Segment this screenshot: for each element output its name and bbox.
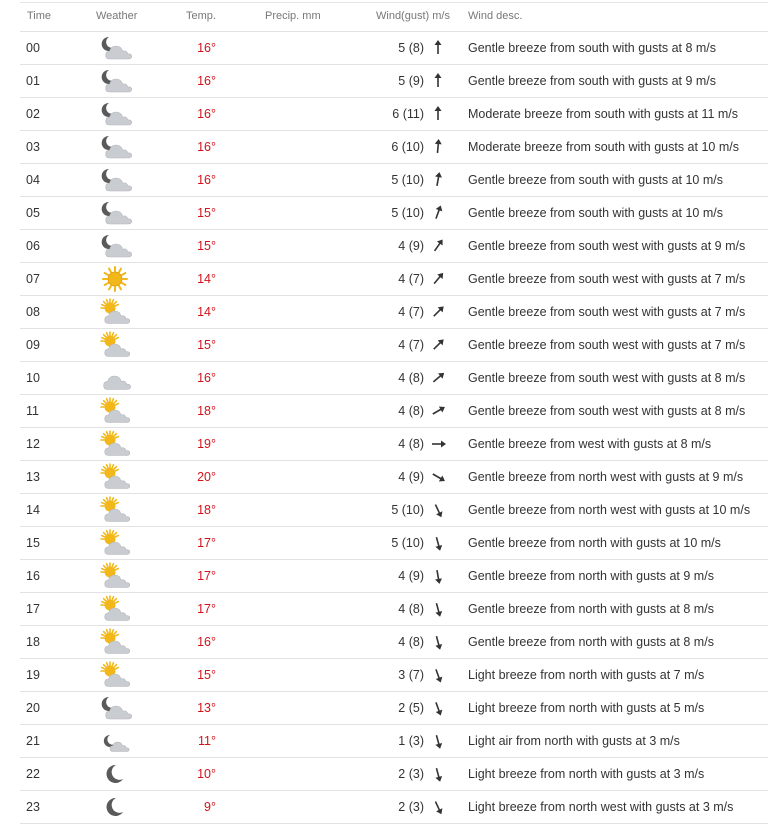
wind-direction-arrow-icon [430, 527, 446, 559]
precip-cell [270, 263, 330, 295]
wind-gust-cell: 5 (8) [398, 41, 424, 55]
table-row [20, 692, 768, 725]
partly-cloudy-icon [98, 329, 132, 361]
header-precip: Precip. mm [265, 10, 321, 22]
top-divider [20, 2, 768, 3]
wind-direction-arrow-icon [430, 362, 446, 394]
temperature-cell: 16° [197, 41, 216, 55]
precip-cell [270, 32, 330, 64]
wind-description-cell: Light breeze from north with gusts at 3 m/s [468, 767, 705, 781]
precip-cell [270, 164, 330, 196]
wind-description-cell: Light breeze from north with gusts at 5 m/s [468, 701, 705, 715]
table-body [20, 31, 768, 824]
wind-gust-cell: 4 (7) [398, 272, 424, 286]
temperature-cell: 17° [197, 536, 216, 550]
table-row [20, 659, 768, 692]
wind-gust-cell: 5 (10) [391, 536, 424, 550]
wind-description-cell: Gentle breeze from south west with gusts at 8 m/s [468, 371, 746, 385]
wind-direction-arrow-icon [430, 791, 446, 823]
cloudy-night-icon [98, 32, 132, 64]
wind-description-cell: Gentle breeze from south west with gusts at 7 m/s [468, 272, 746, 286]
hour-cell: 15 [26, 536, 40, 550]
precip-cell [270, 395, 330, 427]
partly-cloudy-icon [98, 395, 132, 427]
hour-cell: 09 [26, 338, 40, 352]
moon-icon [98, 791, 132, 823]
precip-cell [270, 659, 330, 691]
wind-gust-cell: 4 (8) [398, 404, 424, 418]
wind-direction-arrow-icon [430, 758, 446, 790]
wind-direction-arrow-icon [430, 461, 446, 493]
precip-cell [270, 230, 330, 262]
partly-cloudy-icon [98, 626, 132, 658]
wind-direction-arrow-icon [430, 230, 446, 262]
wind-description-cell: Gentle breeze from north with gusts at 10 m/s [468, 536, 721, 550]
wind-description-cell: Light air from north with gusts at 3 m/s [468, 734, 680, 748]
hour-cell: 23 [26, 800, 40, 814]
precip-cell [270, 791, 330, 823]
precip-cell [270, 593, 330, 625]
wind-description-cell: Light breeze from north with gusts at 7 m/s [468, 668, 705, 682]
wind-direction-arrow-icon [430, 560, 446, 592]
table-row [20, 296, 768, 329]
wind-direction-arrow-icon [430, 626, 446, 658]
temperature-cell: 17° [197, 602, 216, 616]
wind-description-cell: Gentle breeze from south with gusts at 9 m/s [468, 74, 717, 88]
moon-icon [98, 758, 132, 790]
wind-direction-arrow-icon [430, 65, 446, 97]
header-temp: Temp. [186, 10, 216, 22]
partly-cloudy-icon [98, 560, 132, 592]
wind-gust-cell: 4 (8) [398, 602, 424, 616]
table-row [20, 527, 768, 560]
wind-direction-arrow-icon [430, 659, 446, 691]
temperature-cell: 15° [197, 668, 216, 682]
partly-cloudy-icon [98, 527, 132, 559]
wind-gust-cell: 2 (5) [398, 701, 424, 715]
temperature-cell: 16° [197, 371, 216, 385]
wind-direction-arrow-icon [430, 164, 446, 196]
precip-cell [270, 758, 330, 790]
hour-cell: 08 [26, 305, 40, 319]
wind-direction-arrow-icon [430, 593, 446, 625]
wind-direction-arrow-icon [430, 692, 446, 724]
table-row [20, 197, 768, 230]
table-row [20, 164, 768, 197]
wind-description-cell: Light breeze from north west with gusts at 3 m/s [468, 800, 734, 814]
wind-description-cell: Gentle breeze from south with gusts at 10 m/s [468, 173, 723, 187]
hour-cell: 01 [26, 74, 40, 88]
wind-description-cell: Gentle breeze from south with gusts at 10 m/s [468, 206, 723, 220]
wind-gust-cell: 6 (11) [392, 107, 424, 121]
wind-gust-cell: 4 (9) [398, 569, 424, 583]
hour-cell: 00 [26, 41, 40, 55]
temperature-cell: 10° [197, 767, 216, 781]
hour-cell: 10 [26, 371, 40, 385]
partly-cloudy-icon [98, 428, 132, 460]
hour-cell: 19 [26, 668, 40, 682]
hour-cell: 13 [26, 470, 40, 484]
temperature-cell: 15° [197, 239, 216, 253]
table-row [20, 758, 768, 791]
table-row [20, 362, 768, 395]
precip-cell [270, 626, 330, 658]
hour-cell: 22 [26, 767, 40, 781]
hour-cell: 20 [26, 701, 40, 715]
temperature-cell: 14° [197, 305, 216, 319]
partly-cloudy-icon [98, 494, 132, 526]
temperature-cell: 9° [204, 800, 216, 814]
temperature-cell: 15° [197, 206, 216, 220]
hour-cell: 21 [26, 734, 40, 748]
wind-description-cell: Moderate breeze from south with gusts at 10 m/s [468, 140, 739, 154]
wind-description-cell: Gentle breeze from south west with gusts at 7 m/s [468, 338, 746, 352]
table-row [20, 65, 768, 98]
precip-cell [270, 197, 330, 229]
wind-description-cell: Gentle breeze from west with gusts at 8 m/s [468, 437, 712, 451]
hour-cell: 12 [26, 437, 40, 451]
wind-gust-cell: 4 (8) [398, 371, 424, 385]
hour-cell: 06 [26, 239, 40, 253]
wind-description-cell: Gentle breeze from north west with gusts at 10 m/s [468, 503, 751, 517]
temperature-cell: 16° [197, 140, 216, 154]
table-row [20, 230, 768, 263]
wind-description-cell: Gentle breeze from south west with gusts at 7 m/s [468, 305, 746, 319]
precip-cell [270, 428, 330, 460]
temperature-cell: 19° [197, 437, 216, 451]
partly-cloudy-icon [98, 659, 132, 691]
cloud-icon [98, 362, 132, 394]
wind-description-cell: Gentle breeze from south with gusts at 8 m/s [468, 41, 717, 55]
temperature-cell: 16° [197, 107, 216, 121]
partly-cloudy-icon [98, 593, 132, 625]
wind-gust-cell: 5 (10) [391, 503, 424, 517]
table-row [20, 494, 768, 527]
table-row [20, 791, 768, 824]
table-row [20, 725, 768, 758]
wind-gust-cell: 4 (8) [398, 635, 424, 649]
precip-cell [270, 329, 330, 361]
hour-cell: 02 [26, 107, 40, 121]
wind-direction-arrow-icon [430, 725, 446, 757]
temperature-cell: 16° [197, 173, 216, 187]
wind-gust-cell: 3 (7) [398, 668, 424, 682]
precip-cell [270, 494, 330, 526]
wind-gust-cell: 4 (7) [398, 338, 424, 352]
table-row [20, 461, 768, 494]
table-row [20, 329, 768, 362]
header-wind-desc: Wind desc. [468, 10, 523, 22]
wind-description-cell: Gentle breeze from north with gusts at 8 m/s [468, 635, 714, 649]
table-row [20, 131, 768, 164]
precip-cell [270, 296, 330, 328]
header-time: Time [27, 10, 52, 22]
hour-cell: 05 [26, 206, 40, 220]
wind-gust-cell: 2 (3) [398, 800, 424, 814]
wind-gust-cell: 4 (9) [398, 470, 424, 484]
wind-gust-cell: 1 (3) [398, 734, 424, 748]
temperature-cell: 15° [197, 338, 216, 352]
cloudy-night-icon [98, 197, 132, 229]
precip-cell [270, 362, 330, 394]
table-header [0, 6, 768, 28]
wind-description-cell: Gentle breeze from south west with gusts at 9 m/s [468, 239, 746, 253]
precip-cell [270, 527, 330, 559]
temperature-cell: 16° [197, 635, 216, 649]
wind-direction-arrow-icon [430, 296, 446, 328]
temperature-cell: 18° [197, 503, 216, 517]
header-wind: Wind(gust) m/s [376, 10, 450, 22]
wind-gust-cell: 2 (3) [398, 767, 424, 781]
cloudy-night-icon [98, 131, 132, 163]
precip-cell [270, 98, 330, 130]
hour-cell: 03 [26, 140, 40, 154]
wind-gust-cell: 5 (10) [391, 206, 424, 220]
hour-cell: 16 [26, 569, 40, 583]
wind-description-cell: Gentle breeze from north west with gusts at 9 m/s [468, 470, 744, 484]
cloudy-night-icon [98, 65, 132, 97]
precip-cell [270, 461, 330, 493]
temperature-cell: 13° [197, 701, 216, 715]
table-row [20, 428, 768, 461]
table-row [20, 593, 768, 626]
wind-description-cell: Gentle breeze from north with gusts at 8 m/s [468, 602, 714, 616]
hour-cell: 07 [26, 272, 40, 286]
hour-cell: 11 [26, 404, 39, 418]
wind-direction-arrow-icon [430, 131, 446, 163]
precip-cell [270, 65, 330, 97]
cloudy-night-icon [98, 98, 132, 130]
wind-direction-arrow-icon [430, 329, 446, 361]
temperature-cell: 20° [197, 470, 216, 484]
precip-cell [270, 692, 330, 724]
wind-gust-cell: 4 (9) [398, 239, 424, 253]
wind-gust-cell: 4 (8) [398, 437, 424, 451]
precip-cell [270, 725, 330, 757]
wind-direction-arrow-icon [430, 494, 446, 526]
wind-direction-arrow-icon [430, 197, 446, 229]
temperature-cell: 16° [197, 74, 216, 88]
partly-cloudy-icon [98, 461, 132, 493]
wind-direction-arrow-icon [430, 98, 446, 130]
temperature-cell: 17° [197, 569, 216, 583]
wind-gust-cell: 6 (10) [391, 140, 424, 154]
table-row [20, 395, 768, 428]
cloudy-night-icon [98, 164, 132, 196]
sun-icon [98, 263, 132, 295]
hour-cell: 18 [26, 635, 40, 649]
table-row [20, 263, 768, 296]
wind-gust-cell: 5 (10) [391, 173, 424, 187]
temperature-cell: 14° [197, 272, 216, 286]
wind-direction-arrow-icon [430, 32, 446, 64]
temperature-cell: 18° [197, 404, 216, 418]
wind-gust-cell: 5 (9) [398, 74, 424, 88]
header-weather: Weather [96, 10, 138, 22]
precip-cell [270, 131, 330, 163]
hour-cell: 17 [26, 602, 40, 616]
wind-description-cell: Gentle breeze from north with gusts at 9 m/s [468, 569, 714, 583]
hour-cell: 14 [26, 503, 40, 517]
table-row [20, 560, 768, 593]
table-row [20, 98, 768, 131]
table-row [20, 626, 768, 659]
wind-description-cell: Moderate breeze from south with gusts at 11 m/s [468, 107, 739, 121]
partly-cloudy-icon [98, 296, 132, 328]
wind-direction-arrow-icon [430, 428, 446, 460]
wind-direction-arrow-icon [430, 263, 446, 295]
temperature-cell: 11° [198, 734, 216, 748]
wind-direction-arrow-icon [430, 395, 446, 427]
cloudy-night-icon [98, 230, 132, 262]
cloudy-night-icon [98, 692, 132, 724]
precip-cell [270, 560, 330, 592]
wind-gust-cell: 4 (7) [398, 305, 424, 319]
hour-cell: 04 [26, 173, 40, 187]
table-row [20, 31, 768, 65]
wind-description-cell: Gentle breeze from south west with gusts at 8 m/s [468, 404, 746, 418]
cloudy-night-small-icon [98, 725, 132, 757]
